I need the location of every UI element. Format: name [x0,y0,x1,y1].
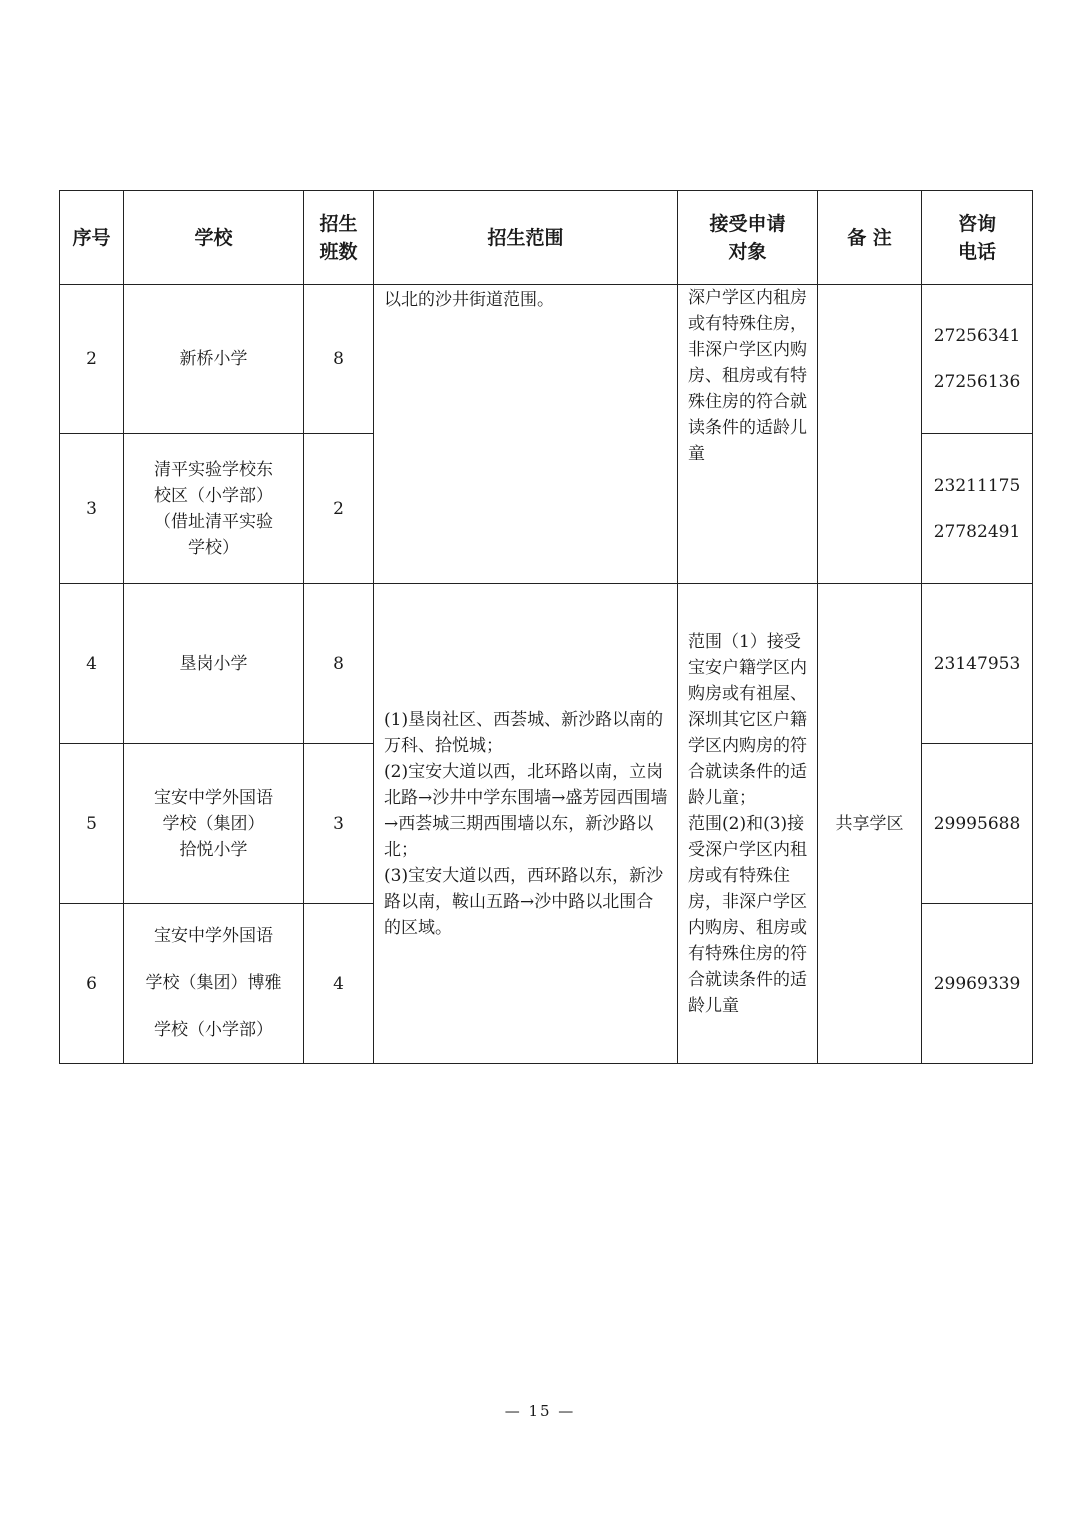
header-row [60,191,1033,285]
row-classes: 3 [304,744,374,904]
target-item: 范围（1）接受宝安户籍学区内购房或有祖屋、深圳其它区户籍学区内购房的符合就读条件的适龄儿童； [688,631,807,808]
row-classes: 8 [304,285,374,434]
page-number: — 15 — [504,1402,576,1420]
row-phone: 29995688 [922,744,1033,904]
target-cell-group2 [678,584,818,1064]
header-notes: 备 注 [818,191,922,285]
row-phone: 27256341 27256136 [922,285,1033,434]
row-index: 3 [60,434,124,584]
row-school: 宝安中学外国语 学校（集团）博雅 学校（小学部） [124,904,304,1064]
header-index: 序号 [60,191,124,285]
enrollment-table [59,190,1033,1064]
row-phone: 29969339 [922,904,1033,1064]
row-index: 5 [60,744,124,904]
row-index: 4 [60,584,124,744]
scope-cell-group1: 以北的沙井街道范围。 [374,285,678,584]
notes-cell-group2: 共享学区 [818,584,922,1064]
scope-item: (3)宝安大道以西，西环路以东，新沙路以南，鞍山五路→沙中路以北围合的区域。 [384,865,664,938]
row-classes: 8 [304,584,374,744]
header-scope: 招生范围 [374,191,678,285]
row-school: 新桥小学 [124,285,304,434]
row-school: 垦岗小学 [124,584,304,744]
row-phone: 23147953 [922,584,1033,744]
table-row [60,584,1033,744]
row-phone: 23211175 27782491 [922,434,1033,584]
header-target: 接受申请 对象 [678,191,818,285]
row-school: 宝安中学外国语 学校（集团） 拾悦小学 [124,744,304,904]
notes-cell-group1 [818,285,922,584]
target-cell-group1: 深户学区内租房或有特殊住房，非深户学区内购房、租房或有特殊住房的符合就读条件的适龄儿童 [678,285,818,584]
header-school: 学校 [124,191,304,285]
table-row [60,285,1033,434]
row-classes: 4 [304,904,374,1064]
header-phone: 咨询 电话 [922,191,1033,285]
header-classes: 招生 班数 [304,191,374,285]
scope-cell-group2 [374,584,678,1064]
scope-item: (2)宝安大道以西，北环路以南，立岗北路→沙井中学东围墙→盛芳园西围墙→西荟城三期西围墙以东，新沙路以北； [384,761,668,860]
scope-item: (1)垦岗社区、西荟城、新沙路以南的万科、拾悦城； [384,709,664,756]
target-item: 范围(2)和(3)接受深户学区内租房或有特殊住房，非深户学区内购房、租房或有特殊住房的符合就读条件的适龄儿童 [688,813,807,1016]
row-index: 6 [60,904,124,1064]
row-index: 2 [60,285,124,434]
row-school: 清平实验学校东 校区（小学部） （借址清平实验 学校） [124,434,304,584]
row-classes: 2 [304,434,374,584]
